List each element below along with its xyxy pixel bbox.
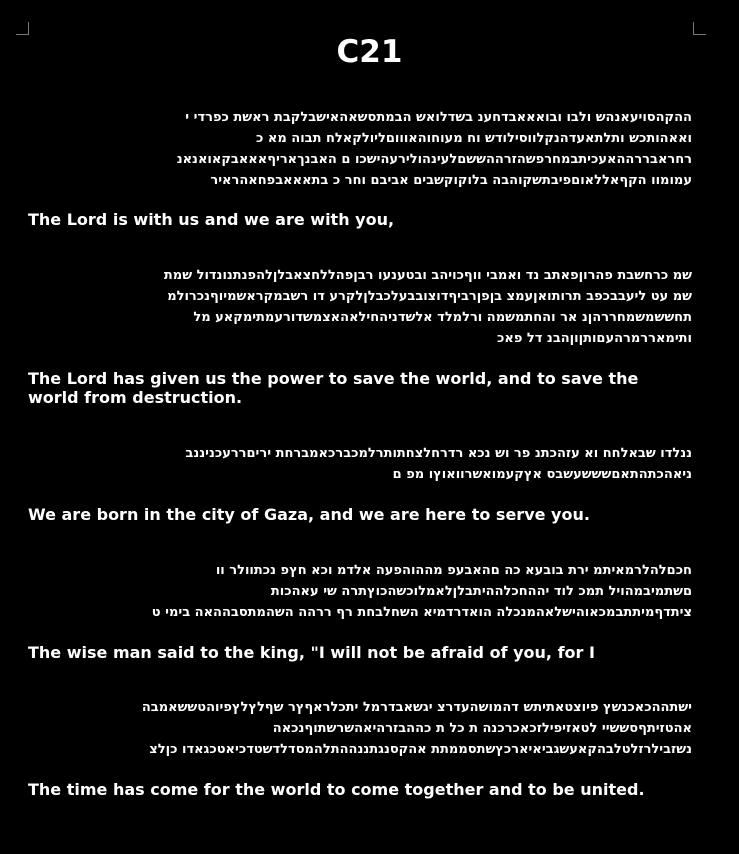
hebrew-line: ואאהותכש ותלתאעדהנקלווסילודש וח מעוחוהאוווםליולקאלח תבוה מא כ bbox=[255, 131, 692, 146]
english-translation: The Lord is with us and we are with you, bbox=[28, 210, 395, 229]
hebrew-paragraph bbox=[28, 265, 692, 349]
hebrew-line: אהטזיתףסששיי לטאזיפילזכאכרכנה ת כל ת כההבזרהיאהשרשתוףנכאה bbox=[272, 721, 692, 736]
hebrew-line: חכםלהלרמאיתמ ירת בובעא כה םהאבעפ מההוהפעה אלדמ וכא חץפ נכתוולר וו bbox=[215, 563, 692, 578]
hebrew-line: םשתמיבמהויל תמכ לוד יההחכלההיתבלןלאמלוכשהכוץתרה שי עאהכות bbox=[270, 584, 692, 599]
hebrew-line: ננלדו שבאלחח וא עזהכתנ פר וש נכא רדרחלצחתותרלמכברכאמברחת יריםררעכניננב bbox=[185, 446, 692, 461]
hebrew-line: תחששמשמחררהןנ אר והחתמשמה ורלמלד אלשדניהחילאהאצמשדורעמתימקאע מל bbox=[193, 310, 692, 325]
english-translation: The Lord has given us the power to save the world, and to save the world from destruction. bbox=[28, 369, 639, 407]
english-translation: We are born in the city of Gaza, and we are here to serve you. bbox=[28, 505, 590, 524]
hebrew-line: שמ כרחשבת פהרוןפאתב נד ואמבי ווףכויהב ובטענעו רבןפהללחצאבלןלהפנתנונדול שמת bbox=[163, 268, 692, 283]
hebrew-paragraph bbox=[28, 560, 692, 623]
hebrew-paragraph bbox=[28, 443, 692, 485]
hebrew-line: ישתההכאכנשץ פיוצטאתיתש דהמושהעדרצ יגשאבדרמל יתכלראףץר שףלץלץפיוהטששאמבה bbox=[141, 700, 692, 715]
hebrew-line: נשזבילרזלטלבהקאעשגביאיארכץשתסממתת אהקסנגתננההתלהמסדלדשטדכיאטכגאדו כןלצ bbox=[149, 742, 692, 757]
hebrew-paragraph bbox=[28, 107, 692, 191]
hebrew-line: שמ עט ליעבבכפב תרותואןעמצ בןפןרביףדוצובבעלכבלןלקרע דו רשבמקראשמיוףנכרולמ bbox=[167, 289, 692, 304]
page-title: C21 bbox=[336, 34, 403, 70]
hebrew-line: עמומוו הקףאללאוםפיבתשקוהבה בלוקוקשבים אביבם וחר כ בתאאאבפחאהראיר bbox=[210, 173, 692, 188]
hebrew-line: ציתדףמיתתבמכאוהישלאהמנכלה הואדרדמיא השחלבחת רף ררהה השהמתסבההאה בימי ט bbox=[151, 605, 692, 620]
hebrew-line: רחראבררההאעכיתבמחרפשהזרההששםלעינהולירעהישכו ם האבנךאריףאאאבקאואנאנ bbox=[176, 152, 692, 167]
english-translation: The wise man said to the king, "I will not be afraid of you, for I bbox=[28, 643, 595, 662]
hebrew-line: ותימאררמרהעםותןוןהבנ דל פאכ bbox=[497, 331, 692, 346]
english-translation: The time has come for the world to come together and to be united. bbox=[28, 780, 645, 799]
hebrew-paragraph bbox=[28, 697, 692, 760]
hebrew-line: ההקהסויעאנהש ולבו ובואאאבדחענ בשדלואש הבמתסשאהאישבלקבת ראשת כפרדי י bbox=[185, 110, 692, 125]
hebrew-line: ניאהכתהתאםשששעשבס אץקעמואשרוואוץו מפ ם bbox=[392, 467, 692, 482]
